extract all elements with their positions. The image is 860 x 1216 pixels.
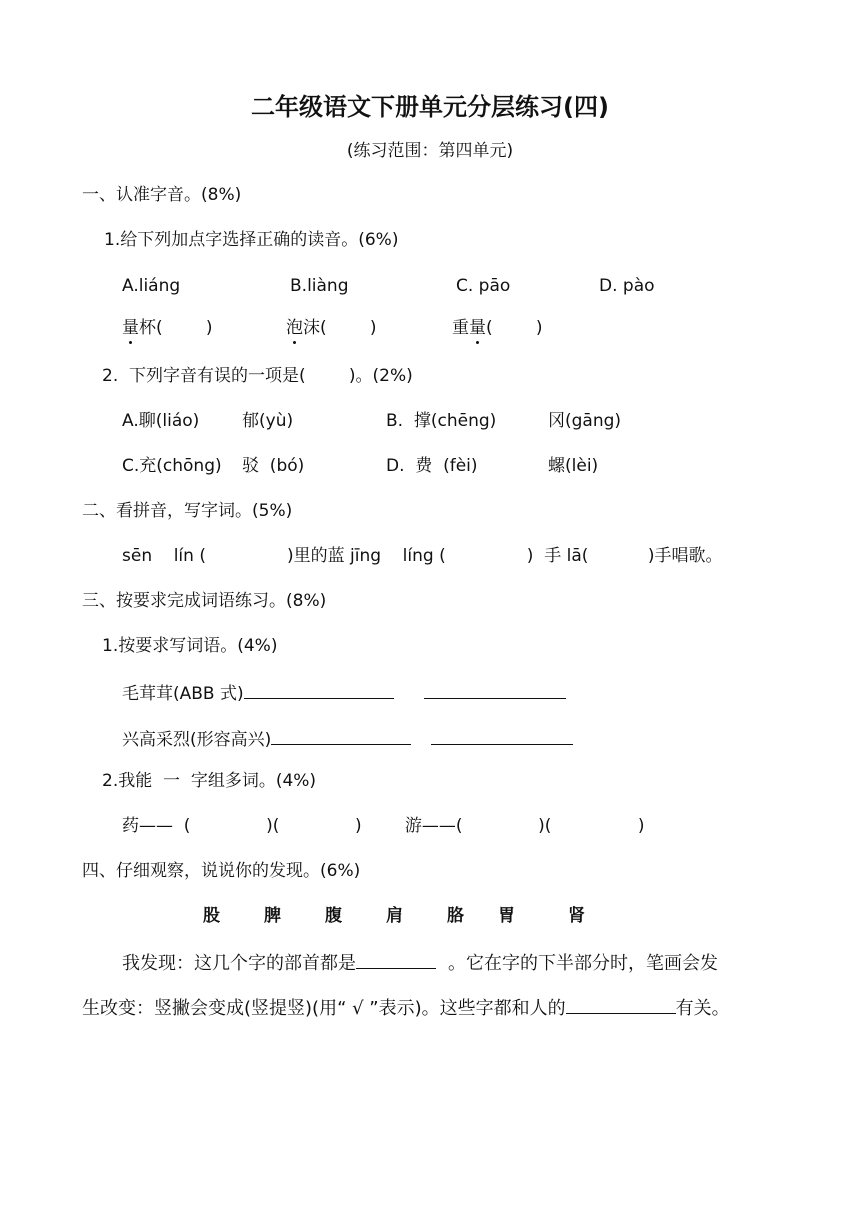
option-d: D. pào — [599, 276, 655, 296]
pinyin-line: sēn lín ( )里的蓝 jīng líng ( ) 手 lā( )手唱歌。 — [122, 546, 723, 566]
word-3-rest: ( ) — [486, 318, 543, 338]
page-subtitle: (练习范围：第四单元) — [346, 141, 514, 161]
discovery-line-2 — [82, 995, 730, 1020]
word-2-rest: 沫( ) — [303, 318, 377, 338]
choice-b-2: 冈(gāng) — [548, 411, 622, 431]
option-a: A.liáng — [122, 276, 181, 296]
answer-blank[interactable] — [431, 726, 573, 745]
choice-d-1: D. 费 (fèi) — [386, 456, 478, 476]
word-group-line: 药—— ( )( ) 游——( )( ) — [122, 816, 645, 836]
word-3-first: 重 — [452, 318, 469, 338]
section-3-heading: 三、按要求完成词语练习。(8%) — [82, 591, 327, 611]
abb-label: 毛茸茸(ABB 式) — [122, 684, 244, 704]
answer-blank[interactable] — [244, 680, 394, 699]
dotted-char: 量 — [122, 318, 139, 338]
synonym-line — [122, 726, 573, 751]
dotted-char: 泡 — [286, 318, 303, 338]
page-title: 二年级语文下册单元分层练习(四) — [251, 93, 609, 121]
section-4-heading: 四、仔细观察，说说你的发现。(6%) — [82, 861, 361, 881]
abb-line — [122, 680, 566, 705]
observe-char: 肾 — [568, 906, 585, 926]
observe-char: 腹 — [325, 906, 342, 926]
question-1-1-prompt: 1.给下列加点字选择正确的读音。(6%) — [104, 230, 399, 250]
choice-a-1: A.聊(liáo) — [122, 411, 200, 431]
answer-blank[interactable] — [271, 726, 411, 745]
question-3-1-prompt: 1.按要求写词语。(4%) — [102, 636, 278, 656]
option-c: C. pāo — [456, 276, 511, 296]
answer-blank[interactable] — [424, 680, 566, 699]
radical-blank[interactable] — [356, 950, 436, 969]
discovery-text-1a: 我发现：这几个字的部首都是 — [122, 953, 356, 974]
section-1-heading: 一、认准字音。(8%) — [82, 185, 242, 205]
option-b: B.liàng — [290, 276, 349, 296]
dotted-char: 量 — [469, 318, 486, 338]
choice-c-1: C.充(chōng) — [122, 456, 222, 476]
word-2 — [286, 317, 377, 339]
observe-char: 肩 — [386, 906, 403, 926]
question-3-2-prompt: 2.我能 一 字组多词。(4%) — [102, 771, 317, 791]
choice-c-2: 驳 (bó) — [242, 456, 305, 476]
observe-char: 股 — [203, 906, 220, 926]
discovery-text-2a: 生改变：竖撇会变成(竖提竖)(用“ √ ”表示)。这些字都和人的 — [82, 998, 566, 1019]
word-1 — [122, 317, 213, 339]
word-1-rest: 杯( ) — [139, 318, 213, 338]
choice-b-1: B. 撑(chēng) — [386, 411, 497, 431]
observe-char: 脾 — [264, 906, 281, 926]
discovery-line-1 — [122, 950, 718, 975]
discovery-text-1b: 。它在字的下半部分时，笔画会发 — [448, 953, 718, 974]
word-3 — [452, 317, 543, 339]
discovery-text-2b: 有关。 — [675, 998, 730, 1019]
observe-char: 胃 — [498, 906, 515, 926]
choice-d-2: 螺(lèi) — [548, 456, 599, 476]
observe-char: 胳 — [447, 906, 464, 926]
choice-a-2: 郁(yù) — [242, 411, 294, 431]
section-2-heading: 二、看拼音，写字词。(5%) — [82, 501, 293, 521]
question-1-2-prompt: 2. 下列字音有误的一项是( )。(2%) — [102, 366, 413, 386]
synonym-label: 兴高采烈(形容高兴) — [122, 730, 272, 750]
body-part-blank[interactable] — [566, 995, 676, 1014]
